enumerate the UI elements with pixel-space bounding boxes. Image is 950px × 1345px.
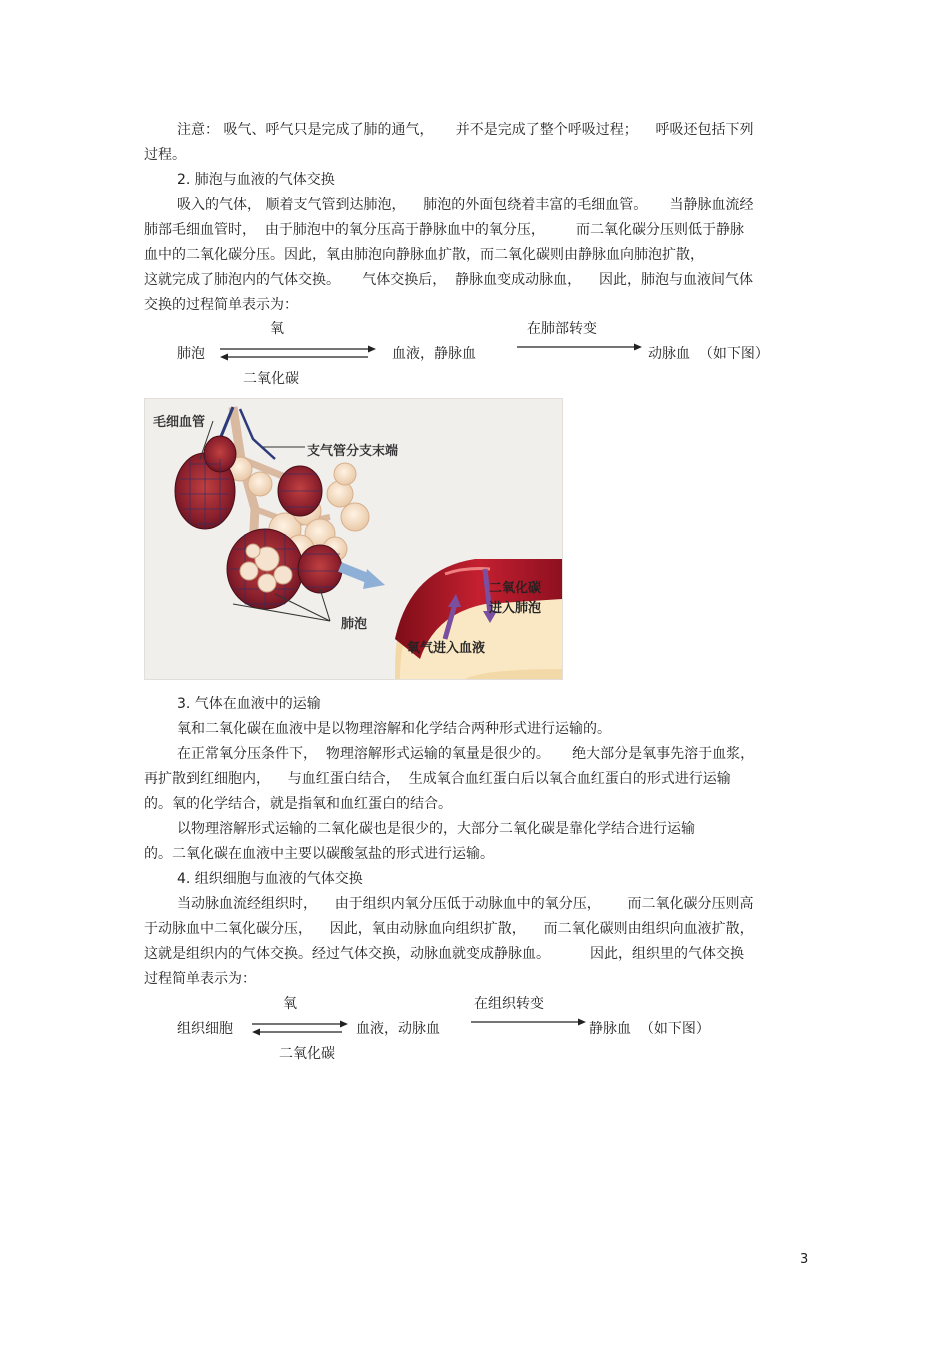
diagram-result-label: 静脉血 （如下图）: [589, 1021, 710, 1037]
note-line: 过程。: [144, 147, 186, 163]
paragraph-line: 这就完成了肺泡内的气体交换。 气体交换后， 静脉血变成动脉血， 因此，肺泡与血液间气体: [144, 272, 753, 288]
note-line: 注意： 吸气、呼气只是完成了肺的通气， 并不是完成了整个呼吸过程； 呼吸还包括下列: [177, 122, 754, 138]
paragraph-line: 血中的二氧化碳分压。因此，氧由肺泡向静脉血扩散，而二氧化碳则由静脉血向肺泡扩散，: [144, 247, 704, 263]
diagram-top-label: 氧: [283, 996, 297, 1012]
paragraph-line: 吸入的气体， 顺着支气管到达肺泡， 肺泡的外面包绕着丰富的毛细血管。 当静脉血流经: [177, 197, 754, 213]
diagram-bottom-label: 二氧化碳: [243, 371, 299, 387]
diagram-left-label: 肺泡: [177, 346, 205, 362]
diagram-middle-label: 血液，动脉血: [356, 1021, 440, 1037]
label-o2: 氧气进入血液: [407, 641, 486, 656]
paragraph-line: 当动脉血流经组织时， 由于组织内氧分压低于动脉血中的氧分压， 而二氧化碳分压则高: [177, 896, 754, 912]
right-arrow-icon: [470, 1016, 588, 1028]
double-arrow-icon: [218, 344, 378, 362]
paragraph-line: 在正常氧分压条件下， 物理溶解形式运输的氧量是很少的。 绝大部分是氧事先溶于血浆，: [177, 746, 755, 762]
double-arrow-icon: [250, 1019, 350, 1037]
diagram-top-label: 氧: [270, 321, 284, 337]
paragraph-line: 的。氧的化学结合，就是指氧和血红蛋白的结合。: [144, 796, 452, 812]
section-heading: 2. 肺泡与血液的气体交换: [177, 172, 335, 188]
diagram-process-label: 在组织转变: [474, 996, 544, 1012]
label-alveoli: 肺泡: [341, 617, 368, 632]
paragraph-line: 的。二氧化碳在血液中主要以碳酸氢盐的形式进行运输。: [144, 846, 494, 862]
paragraph-line: 以物理溶解形式运输的二氧化碳也是很少的，大部分二氧化碳是靠化学结合进行运输: [177, 821, 695, 837]
paragraph-line: 这就是组织内的气体交换。经过气体交换，动脉血就变成静脉血。 因此，组织里的气体交换: [144, 946, 745, 962]
label-bronchi: 支气管分支末端: [307, 444, 399, 459]
paragraph-line: 交换的过程简单表示为：: [144, 297, 298, 313]
paragraph-line: 过程简单表示为：: [144, 971, 256, 987]
diagram-process-label: 在肺部转变: [527, 321, 597, 337]
label-capillary: 毛细血管: [153, 415, 206, 430]
label-co2-1: 二氧化碳: [489, 581, 542, 596]
label-co2-2: 进入肺泡: [489, 601, 542, 616]
paragraph-line: 再扩散到红细胞内， 与血红蛋白结合， 生成氧合血红蛋白后以氧合血红蛋白的形式进行运输: [144, 771, 731, 787]
right-arrow-icon: [516, 341, 644, 353]
paragraph-line: 肺部毛细血管时， 由于肺泡中的氧分压高于静脉血中的氧分压， 而二氧化碳分压则低于静脉: [144, 222, 745, 238]
paragraph-line: 氧和二氧化碳在血液中是以物理溶解和化学结合两种形式进行运输的。: [177, 721, 611, 737]
diagram-left-label: 组织细胞: [177, 1021, 233, 1037]
diagram-middle-label: 血液，静脉血: [392, 346, 476, 362]
alveoli-illustration: [144, 398, 563, 680]
section-heading: 3. 气体在血液中的运输: [177, 696, 321, 712]
page-number: 3: [800, 1252, 809, 1267]
diagram-result-label: 动脉血 （如下图）: [648, 346, 769, 362]
section-heading: 4. 组织细胞与血液的气体交换: [177, 871, 363, 887]
diagram-bottom-label: 二氧化碳: [279, 1046, 335, 1062]
paragraph-line: 于动脉血中二氧化碳分压， 因此，氧由动脉血向组织扩散， 而二氧化碳则由组织向血液扩散，: [144, 921, 754, 937]
